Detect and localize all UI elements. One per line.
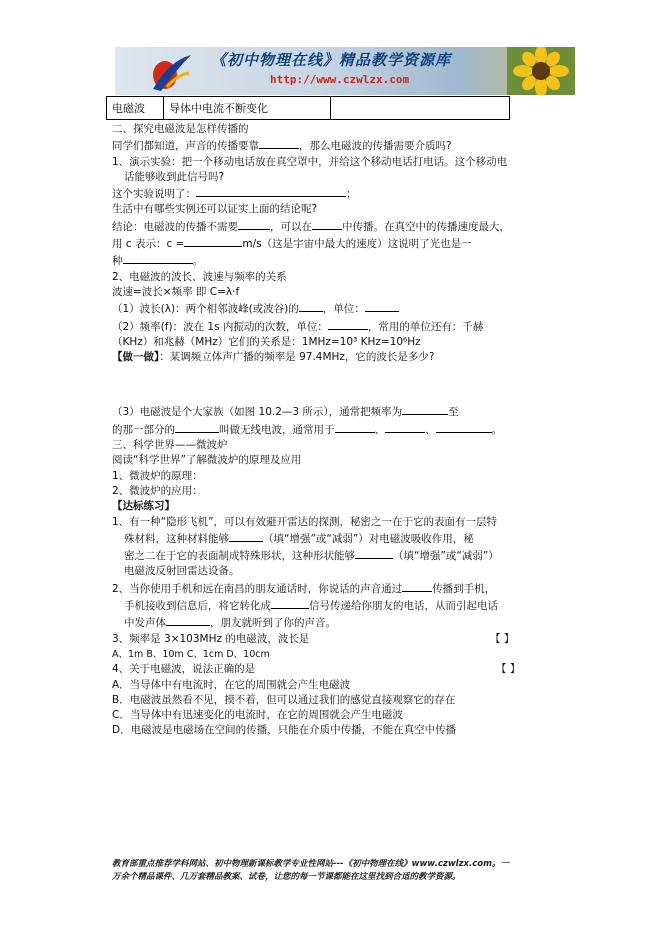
answer-blank[interactable] [385,421,425,433]
question-3 [112,632,552,647]
text: 结论：电磁波的传播不需要 [112,220,238,233]
explain-line [112,185,552,202]
text: ，朋友就听到了你的声音。 [210,617,336,630]
option-a: A．当导体中有电流时，在它的周围就会产生电磁波 [112,678,351,691]
table-cell: 导体中电流不断变化 [164,97,331,120]
answer-blank[interactable] [355,547,393,559]
text: 用 c 表示：c = [112,238,185,251]
wavelength-line [112,300,552,317]
frequency-line [112,318,552,335]
question-4 [112,662,552,677]
worksheet-body [112,122,552,739]
question-line [112,137,552,154]
text: 传播到手机， [432,582,496,595]
text: （3）电磁波是个大家族（如图 10.2—3 所示），通常把频率为 [112,406,403,419]
text: 密之二在于它的表面制成特殊形状，这种形状能够 [124,550,355,563]
question-line: 生活中有哪些实例还可以证实上面的结论呢? [112,203,318,216]
answer-blank[interactable] [238,218,270,230]
text: ，那么电磁波的传播需要介质吗? [299,140,452,153]
answer-blank[interactable] [175,421,219,433]
conclusion-line [112,235,552,252]
question-1: 电磁波反射回雷达设备。 [124,565,240,578]
text: 中发声体 [124,617,166,630]
question-2 [112,614,552,631]
text: 种 [112,255,123,268]
answer-blank[interactable] [335,421,375,433]
question-2 [112,580,552,597]
question-1 [112,547,552,564]
formula: 波速=波长×频率 即 C=λ·f [112,285,240,298]
answer-space[interactable] [112,365,552,403]
text: （填“增强”或“减弱”） [393,550,499,563]
text: ，单位： [322,303,365,316]
text: 中传播。在真空中的传播速度最大， [342,220,510,233]
answer-blank[interactable] [229,530,263,542]
answer-blank[interactable] [196,185,346,197]
try-it-label: 【做一做】 [112,351,160,364]
text: 信号传递给你朋友的电话，从而引起电话 [309,600,498,613]
text: （填“增强”或“减弱”）对电磁波吸收作用，秘 [263,532,474,545]
text: 、 [374,423,385,436]
option-b: B．电磁波虽然看不见，摸不着，但可以通过我们的感觉直接观察它的存在 [112,693,456,706]
answer-blank[interactable] [123,252,193,264]
experiment-text: 1、演示实验：把一个移动电话放在真空罩中，并给这个移动电话打电话。这个移动电 [112,155,508,168]
answer-blank[interactable] [402,403,448,415]
answer-blank[interactable] [312,218,342,230]
text: ，常用的单位还有：千赫 [367,320,484,333]
text: 的那一部分的 [112,423,175,436]
question-2 [112,597,552,614]
microwave-item: 1、微波炉的原理： [112,469,203,482]
site-logo-icon [147,49,193,93]
answer-blank[interactable] [184,235,242,247]
option-c: C．当导体中有迅速变化的电流时，在它的周围就会产生电磁波 [112,709,403,722]
footer-line: 万余个精品课件、几万套精品教案、试卷，让您的每一节课都能在这里找到合适的教学资源。 [112,872,461,882]
answer-bracket[interactable]: 【 】 [496,663,521,676]
text: 殊材料，这种材料能够 [124,532,229,545]
section-heading: 2、电磁波的波长、波速与频率的关系 [112,270,287,283]
answer-blank[interactable] [166,614,210,626]
answer-blank[interactable] [299,300,323,312]
text: 、 [425,423,436,436]
frequency-line: （KHz）和兆赫（MHz）它们的关系是：1MHz=10³ KHz=10⁶Hz [112,335,421,348]
question-1 [112,530,552,547]
text: ，可以在 [270,220,312,233]
question-3-options: A、1m B、10m C、1cm D、10cm [112,648,270,660]
text: m/s（这是宇宙中最大的速度）这说明了光也是一 [242,238,472,251]
answer-blank[interactable] [271,597,309,609]
text: 叫做无线电波，通常用于 [219,423,335,436]
answer-bracket[interactable]: 【 】 [490,632,515,645]
answer-blank[interactable] [436,421,492,433]
answer-blank[interactable] [365,300,399,312]
text: 同学们都知道，声音的传播要靠 [112,140,259,153]
text: ； [346,188,357,201]
text: ：某调频立体声广播的频率是 97.4MHz，它的波长是多少? [159,351,435,364]
table-cell: 电磁波 [107,97,164,120]
spectrum-line [112,403,552,420]
text: 至 [448,406,459,419]
table-cell [331,97,510,120]
sunflower-icon [507,47,575,95]
try-it-line [112,350,552,365]
page-footer [112,858,572,884]
experiment-text: 话能够收到此信号吗? [124,170,225,183]
question-1: 1、有一种“隐形飞机”，可以有效避开雷达的探测，秘密之一在于它的表面有一层特 [112,515,498,528]
text: （2）频率(f)：波在 1s 内振动的次数，单位： [112,320,328,333]
summary-table [106,96,510,120]
section-heading: 三、科学世界——微波炉 [112,439,228,452]
text: （1）波长(λ)：两个相邻波峰(或波谷)的 [112,303,299,316]
text: 2、当你使用手机和远在南昌的朋友通话时，你说话的声音通过 [112,582,403,595]
text: 。 [491,423,502,436]
text: 这个实验说明了： [112,188,196,201]
microwave-item: 2、微波炉的应用： [112,484,203,497]
drill-heading: 【达标练习】 [112,500,175,513]
answer-blank[interactable] [328,318,368,330]
option-d: D．电磁波是电磁场在空间的传播，只能在介质中传播，不能在真空中传播 [112,724,457,737]
footer-line: 教育部重点推荐学科网站、初中物理新课标教学专业性网站---《初中物理在线》www.czwlzx.com。一 [112,859,509,869]
conclusion-line [112,252,552,269]
header-banner [115,47,575,95]
conclusion-line [112,218,552,235]
text: 。 [192,255,203,268]
banner-url[interactable]: http://www.czwlzx.com [270,73,410,86]
reading-line: 阅读“科学世界”了解微波炉的原理及应用 [112,454,302,467]
answer-blank[interactable] [259,137,299,149]
banner-title: 《初中物理在线》精品教学资源库 [211,51,452,69]
table-row [107,97,510,120]
text: 手机接收到信息后，将它转化成 [124,600,271,613]
answer-blank[interactable] [402,580,432,592]
text: 4、关于电磁波，说法正确的是 [112,663,256,676]
section-heading: 二、探究电磁波是怎样传播的 [112,123,249,135]
spectrum-line [112,421,552,438]
text: 3、频率是 3×103MHz 的电磁波，波长是 [112,632,310,645]
